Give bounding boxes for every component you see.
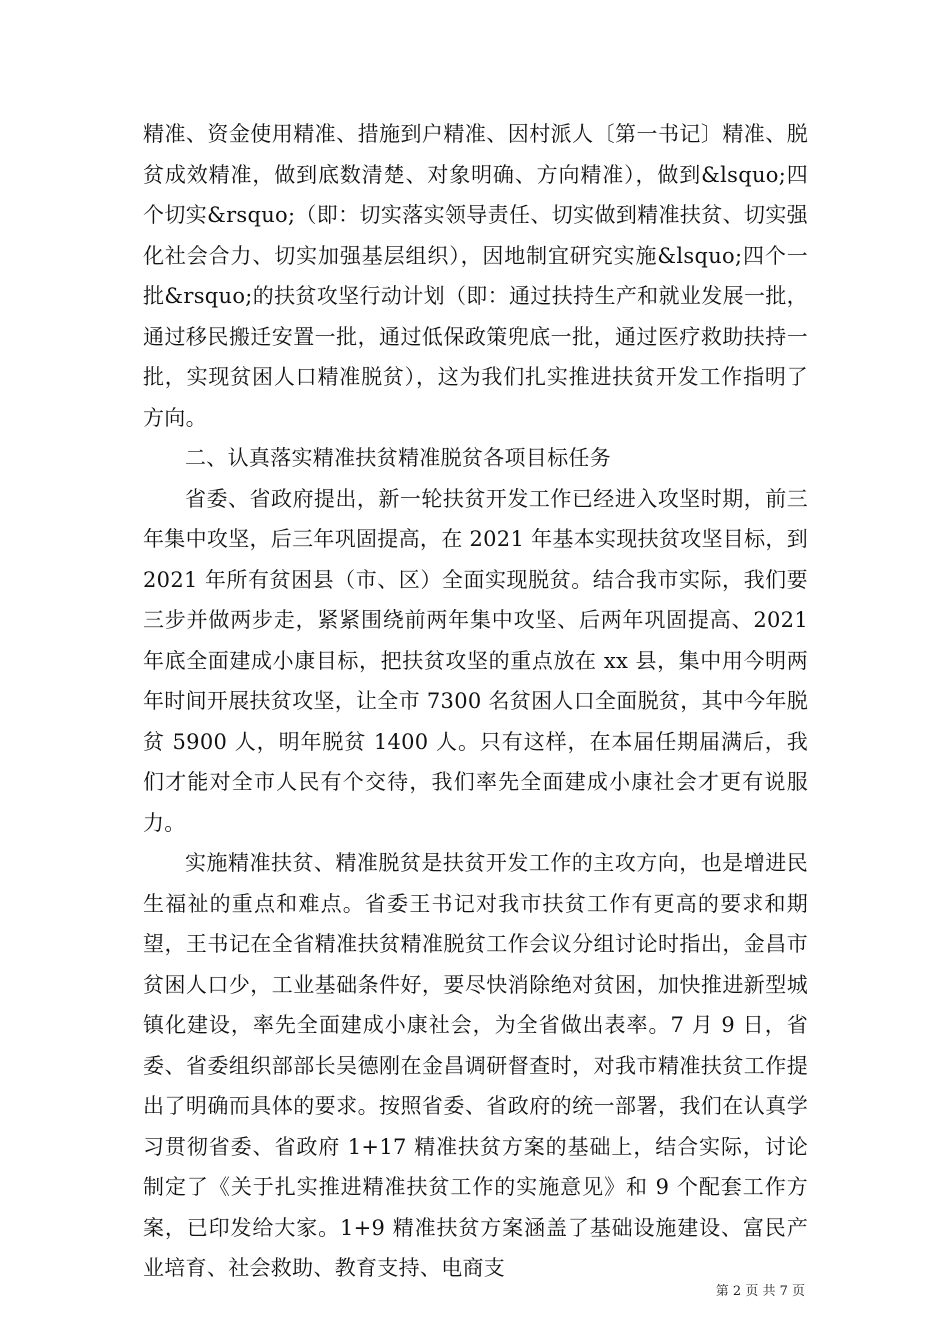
page-number: 第 2 页 共 7 页 (715, 1284, 805, 1299)
document-body (143, 114, 808, 1289)
paragraph-2: 省委、省政府提出，新一轮扶贫开发工作已经进入攻坚时期，前三年集中攻坚，后三年巩固提高，在 2021 年基本实现扶贫攻坚目标，到 2021 年所有贫困县（市、区）全面实现脱贫。结合我市实际，我们要三步并做两步走，紧紧围绕前两年集中攻坚、后两年巩固提高、2021 年底全面建成小康目标，把扶贫攻坚的重点放在 xx 县，集中用今明两年时间开展扶贫攻坚，让全市 7300 名贫困人口全面脱贫，其中今年脱贫 5900 人，明年脱贫 1400 人。只有这样，在本届任期届满后，我们才能对全市人民有个交待，我们率先全面建成小康社会才更有说服力。 (143, 486, 808, 835)
paragraph-1: 精准、资金使用精准、措施到户精准、因村派人〔第一书记〕精准、脱贫成效精准，做到底数清楚、对象明确、方向精准），做到&lsquo;四个切实&rsquo;（即：切实落实领导责任、切实做到精准扶贫、切实强化社会合力、切实加强基层组织），因地制宜研究实施&lsquo;四个一批&rsquo;的扶贫攻坚行动计划（即：通过扶持生产和就业发展一批，通过移民搬迁安置一批，通过低保政策兜底一批，通过医疗救助扶持一批，实现贫困人口精准脱贫），这为我们扎实推进扶贫开发工作指明了方向。 (143, 122, 808, 430)
section-heading-2: 二、认真落实精准扶贫精准脱贫各项目标任务 (185, 446, 611, 470)
paragraph-3: 实施精准扶贫、精准脱贫是扶贫开发工作的主攻方向，也是增进民生福祉的重点和难点。省委王书记对我市扶贫工作有更高的要求和期望，王书记在全省精准扶贫精准脱贫工作会议分组讨论时指出，金昌市贫困人口少，工业基础条件好，要尽快消除绝对贫困，加快推进新型城镇化建设，率先全面建成小康社会，为全省做出表率。7 月 9 日，省委、省委组织部部长吴德刚在金昌调研督查时，对我市精准扶贫工作提出了明确而具体的要求。按照省委、省政府的统一部署，我们在认真学习贯彻省委、省政府 1+17 精准扶贫方案的基础上，结合实际，讨论制定了《关于扎实推进精准扶贫工作的实施意见》和 9 个配套工作方案，已印发给大家。1+9 精准扶贫方案涵盖了基础设施建设、富民产业培育、社会救助、教育支持、电商支 (143, 851, 808, 1280)
